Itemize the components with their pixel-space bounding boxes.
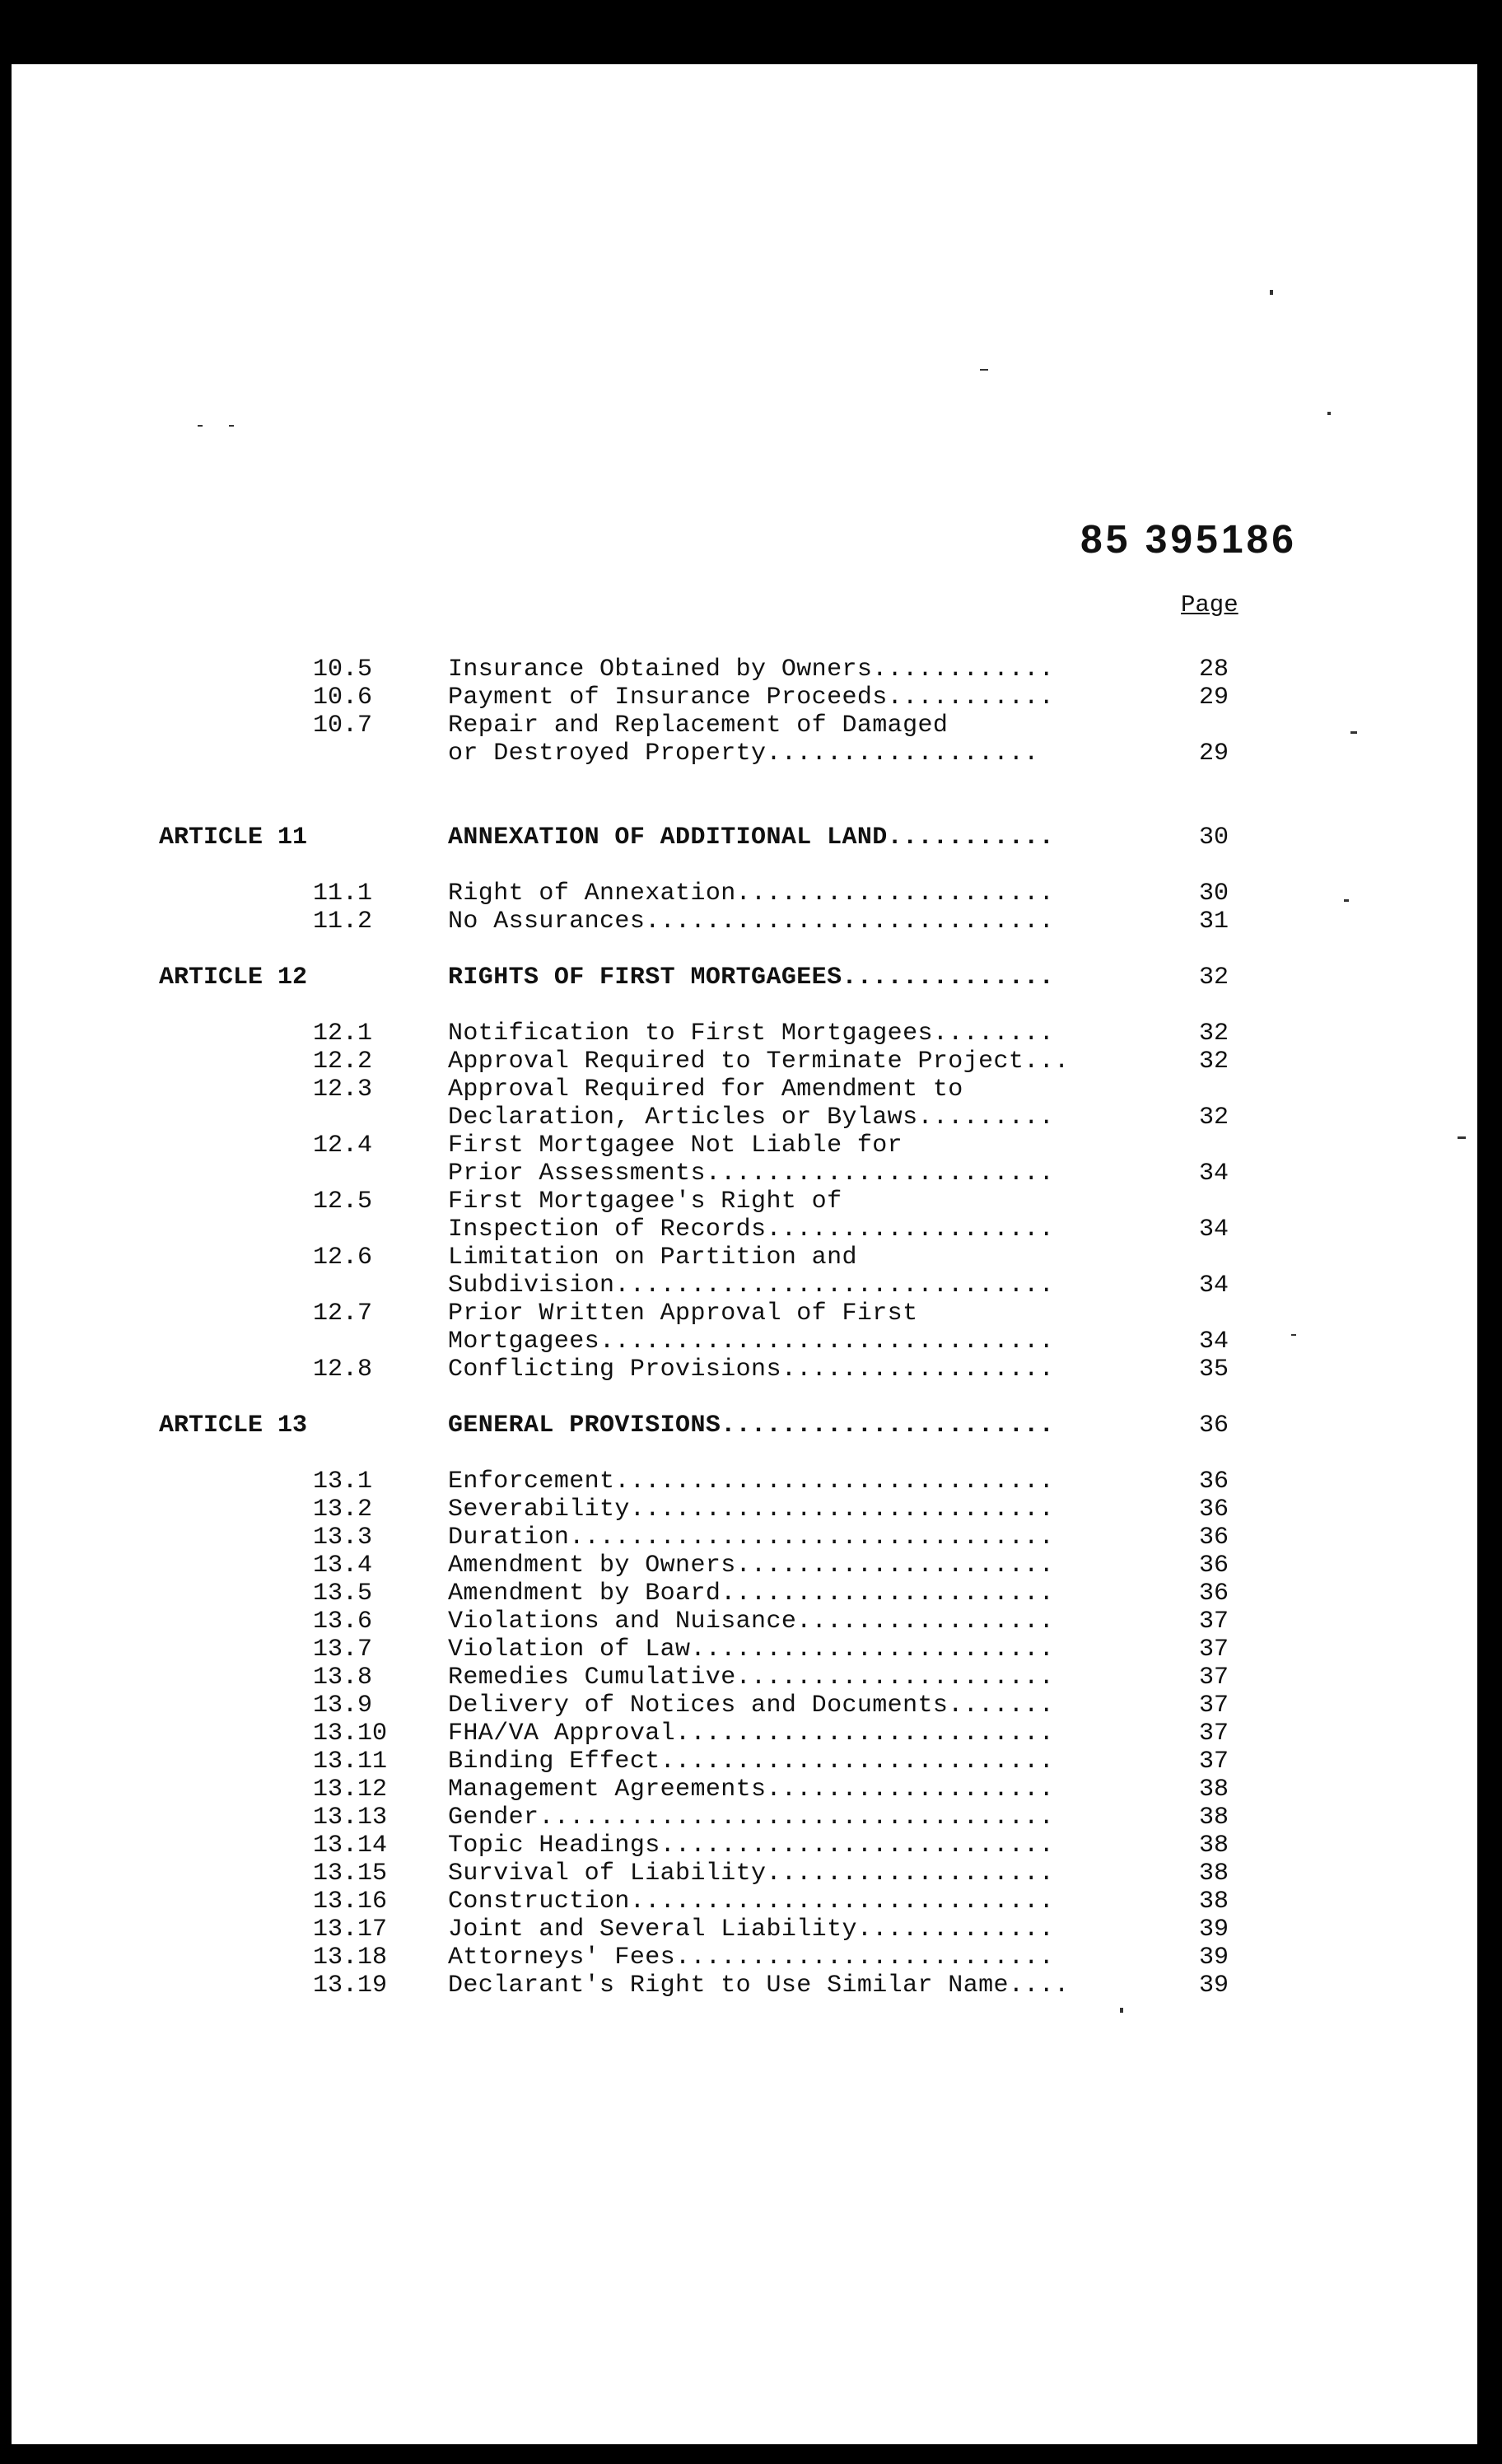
page-number: 32 <box>1199 1104 1229 1132</box>
toc-article-row <box>0 964 1502 1020</box>
section-title: Attorneys' Fees......................... <box>448 1944 1055 1972</box>
section-title: Conflicting Provisions.................. <box>448 1356 1055 1384</box>
scan-speck <box>1327 412 1331 415</box>
section-number: 12.4 <box>313 1132 373 1160</box>
section-number: 13.4 <box>313 1552 373 1580</box>
section-number: 12.6 <box>313 1244 373 1272</box>
section-number: 13.6 <box>313 1608 373 1636</box>
section-title: Remedies Cumulative..................... <box>448 1664 1055 1692</box>
section-title: Approval Required to Terminate Project... <box>448 1048 1070 1076</box>
section-title: Joint and Several Liability............. <box>448 1916 1055 1944</box>
section-number: 12.8 <box>313 1356 373 1384</box>
page-number: 30 <box>1199 880 1229 908</box>
page-number: 37 <box>1199 1720 1229 1748</box>
section-number: 11.2 <box>313 908 373 936</box>
scan-speck <box>229 425 234 427</box>
section-number: 13.1 <box>313 1468 373 1496</box>
page-number: 34 <box>1199 1160 1229 1188</box>
section-title: Limitation on Partition and Subdivision............................. <box>448 1244 1055 1300</box>
section-number: 11.1 <box>313 880 373 908</box>
page-number: 38 <box>1199 1804 1229 1832</box>
document-number: 85 395186 <box>1080 518 1297 562</box>
page-number: 37 <box>1199 1692 1229 1720</box>
page-number: 36 <box>1199 1412 1229 1440</box>
toc-section-row <box>0 1356 1502 1412</box>
section-title: Insurance Obtained by Owners............ <box>448 656 1055 684</box>
page-number: 39 <box>1199 1916 1229 1944</box>
page-number: 36 <box>1199 1552 1229 1580</box>
section-title: First Mortgagee's Right of Inspection of Records................... <box>448 1188 1055 1244</box>
article-label: ARTICLE 12 <box>159 964 308 992</box>
section-title: Enforcement............................. <box>448 1468 1055 1496</box>
page-number: 32 <box>1199 964 1229 992</box>
page-number: 38 <box>1199 1888 1229 1916</box>
section-title: Violations and Nuisance................. <box>448 1608 1055 1636</box>
section-title: Payment of Insurance Proceeds........... <box>448 684 1055 712</box>
section-number: 13.15 <box>313 1860 388 1888</box>
section-number: 13.3 <box>313 1524 373 1552</box>
scan-speck <box>980 369 988 371</box>
section-number: 13.5 <box>313 1580 373 1608</box>
section-title: Declarant's Right to Use Similar Name.... <box>448 1972 1070 2000</box>
page-number: 28 <box>1199 656 1229 684</box>
section-title: Approval Required for Amendment to Declaration, Articles or Bylaws......... <box>448 1076 1055 1132</box>
page-number: 38 <box>1199 1832 1229 1860</box>
article-label: ARTICLE 13 <box>159 1412 308 1440</box>
page-number: 38 <box>1199 1776 1229 1804</box>
section-number: 13.18 <box>313 1944 388 1972</box>
toc-article-row <box>0 824 1502 880</box>
page-number: 29 <box>1199 740 1229 768</box>
page-number: 38 <box>1199 1860 1229 1888</box>
section-number: 13.19 <box>313 1972 388 2000</box>
page-number: 37 <box>1199 1664 1229 1692</box>
section-title: Management Agreements................... <box>448 1776 1055 1804</box>
section-number: 10.5 <box>313 656 373 684</box>
section-number: 13.11 <box>313 1748 388 1776</box>
section-title: Binding Effect.......................... <box>448 1748 1055 1776</box>
section-title: Gender.................................. <box>448 1804 1055 1832</box>
page-column-header: Page <box>1181 591 1238 618</box>
toc-section-row <box>0 1188 1502 1244</box>
section-number: 13.17 <box>313 1916 388 1944</box>
section-title: Duration................................ <box>448 1524 1055 1552</box>
section-title: Amendment by Board...................... <box>448 1580 1055 1608</box>
section-title: Survival of Liability................... <box>448 1860 1055 1888</box>
section-number: 13.8 <box>313 1664 373 1692</box>
page-number: 34 <box>1199 1328 1229 1356</box>
page-number: 37 <box>1199 1608 1229 1636</box>
toc-section-row <box>0 1300 1502 1356</box>
page-number: 39 <box>1199 1972 1229 2000</box>
page-number: 36 <box>1199 1468 1229 1496</box>
toc-section-row <box>0 908 1502 964</box>
section-number: 13.14 <box>313 1832 388 1860</box>
page-number: 35 <box>1199 1356 1229 1384</box>
section-title: Violation of Law........................ <box>448 1636 1055 1664</box>
section-number: 13.12 <box>313 1776 388 1804</box>
section-title: Severability............................ <box>448 1496 1055 1524</box>
page-number: 37 <box>1199 1636 1229 1664</box>
section-number: 13.2 <box>313 1496 373 1524</box>
page-number: 34 <box>1199 1272 1229 1300</box>
toc-section-row <box>0 1132 1502 1188</box>
section-title: No Assurances........................... <box>448 908 1055 936</box>
page-number: 39 <box>1199 1944 1229 1972</box>
section-number: 12.1 <box>313 1020 373 1048</box>
section-title: RIGHTS OF FIRST MORTGAGEES.............. <box>448 964 1055 992</box>
section-number: 10.6 <box>313 684 373 712</box>
scan-speck <box>198 425 203 427</box>
page-number: 34 <box>1199 1216 1229 1244</box>
section-title: GENERAL PROVISIONS...................... <box>448 1412 1055 1440</box>
section-title: Right of Annexation..................... <box>448 880 1055 908</box>
section-number: 13.7 <box>313 1636 373 1664</box>
toc-section-row <box>0 1076 1502 1132</box>
page-number: 31 <box>1199 908 1229 936</box>
toc-section-row <box>0 1244 1502 1300</box>
section-title: FHA/VA Approval......................... <box>448 1720 1055 1748</box>
section-title: ANNEXATION OF ADDITIONAL LAND........... <box>448 824 1055 852</box>
section-number: 13.9 <box>313 1692 373 1720</box>
page-number: 32 <box>1199 1020 1229 1048</box>
section-number: 12.7 <box>313 1300 373 1328</box>
section-title: Prior Written Approval of First Mortgagees.............................. <box>448 1300 1055 1356</box>
section-number: 10.7 <box>313 712 373 740</box>
bottom-edge-marks: •••••••••••• <box>885 2416 1026 2437</box>
section-number: 12.5 <box>313 1188 373 1216</box>
section-number: 13.10 <box>313 1720 388 1748</box>
section-title: Topic Headings.......................... <box>448 1832 1055 1860</box>
page-number: 29 <box>1199 684 1229 712</box>
page-number: 32 <box>1199 1048 1229 1076</box>
section-number: 12.3 <box>313 1076 373 1104</box>
article-label: ARTICLE 11 <box>159 824 308 852</box>
toc-section-row <box>0 712 1502 768</box>
page-number: 36 <box>1199 1524 1229 1552</box>
scan-speck <box>1270 290 1273 295</box>
section-number: 13.16 <box>313 1888 388 1916</box>
page-number: 36 <box>1199 1496 1229 1524</box>
section-title: Delivery of Notices and Documents....... <box>448 1692 1055 1720</box>
toc-article-row <box>0 1412 1502 1468</box>
page-number: 37 <box>1199 1748 1229 1776</box>
section-title: Repair and Replacement of Damaged or Destroyed Property.................. <box>448 712 1039 768</box>
toc-section-row <box>0 1972 1502 2028</box>
page-number: 30 <box>1199 824 1229 852</box>
section-title: Construction............................ <box>448 1888 1055 1916</box>
section-title: Notification to First Mortgagees........ <box>448 1020 1055 1048</box>
section-number: 13.13 <box>313 1804 388 1832</box>
section-number: 12.2 <box>313 1048 373 1076</box>
page-number: 36 <box>1199 1580 1229 1608</box>
section-title: Amendment by Owners..................... <box>448 1552 1055 1580</box>
section-title: First Mortgagee Not Liable for Prior Assessments....................... <box>448 1132 1055 1188</box>
